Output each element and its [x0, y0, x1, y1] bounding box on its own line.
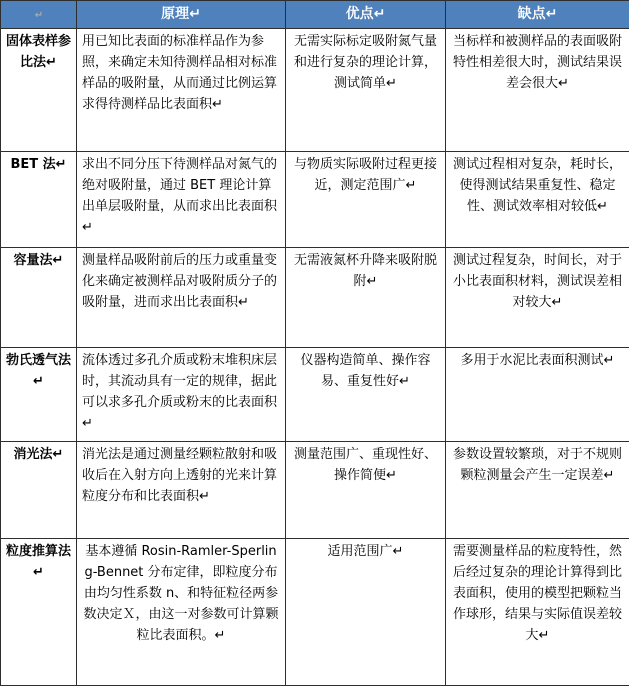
- principle-cell: 基本遵循 Rosin-Ramler-Sperling-Bennet 分布定律，即粒度分布由均匀性系数 n、和特征粒径两参数决定Ｘ，由这一对参数可计算颗粒比表面积。↵: [77, 539, 286, 686]
- table-row: [1, 151, 629, 247]
- method-name: 消光法↵: [1, 441, 77, 538]
- principle-cell: 流体透过多孔介质或粉末堆积床层时，其流动具有一定的规律，据此可以求多孔介质或粉末的比表面积↵: [77, 348, 286, 441]
- advantages-cell: 测量范围广、重现性好、操作简便↵: [286, 441, 446, 538]
- method-name: 固体表样参比法↵: [1, 29, 77, 152]
- header-disadvantages: 缺点↵: [446, 1, 629, 29]
- advantages-cell: 无需实际标定吸附氮气量和进行复杂的理论计算，测试简单↵: [286, 29, 446, 152]
- header-method: [1, 1, 77, 29]
- method-name: BET 法↵: [1, 151, 77, 247]
- method-name: 容量法↵: [1, 247, 77, 347]
- table-row: [1, 539, 629, 686]
- disadvantages-cell: 测试过程复杂，时间长，对于小比表面积材料，测试误差相对较大↵: [446, 247, 629, 347]
- principle-cell: 测量样品吸附前后的压力或重量变化来确定被测样品对吸附质分子的吸附量，进而求出比表面积↵: [77, 247, 286, 347]
- header-row: [1, 1, 629, 29]
- advantages-cell: 与物质实际吸附过程更接近，测定范围广↵: [286, 151, 446, 247]
- disadvantages-cell: 需要测量样品的粒度特性，然后经过复杂的理论计算得到比表面积，使用的模型把颗粒当作球形，结果与实际值误差较大↵: [446, 539, 629, 686]
- disadvantages-cell: 当标样和被测样品的表面吸附特性相差很大时，测试结果误差会很大↵: [446, 29, 629, 152]
- advantages-cell: 仪器构造简单、操作容易、重复性好↵: [286, 348, 446, 441]
- principle-cell: 消光法是通过测量经颗粒散射和吸收后在入射方向上透射的光来计算粒度分布和比表面积↵: [77, 441, 286, 538]
- disadvantages-cell: 多用于水泥比表面积测试↵: [446, 348, 629, 441]
- table-row: [1, 348, 629, 441]
- header-advantages: 优点↵: [286, 1, 446, 29]
- table-row: [1, 247, 629, 347]
- disadvantages-cell: 测试过程相对复杂，耗时长，使得测试结果重复性、稳定性、测试效率相对较低↵: [446, 151, 629, 247]
- method-name: 勃氏透气法↵: [1, 348, 77, 441]
- method-name: 粒度推算法↵: [1, 539, 77, 686]
- principle-cell: 用已知比表面的标准样品作为参照，来确定未知待测样品相对标准样品的吸附量，从而通过比例运算求得待测样品比表面积↵: [77, 29, 286, 152]
- header-principle: 原理↵: [77, 1, 286, 29]
- principle-cell: 求出不同分压下待测样品对氮气的绝对吸附量，通过 BET 理论计算出单层吸附量，从而求出比表面积↵: [77, 151, 286, 247]
- advantages-cell: 适用范围广↵: [286, 539, 446, 686]
- header-method-mark: ↵: [34, 9, 44, 21]
- table-row: [1, 29, 629, 152]
- advantages-cell: 无需液氮杯升降来吸附脱附↵: [286, 247, 446, 347]
- disadvantages-cell: 参数设置较繁琐，对于不规则颗粒测量会产生一定误差↵: [446, 441, 629, 538]
- table-row: [1, 441, 629, 538]
